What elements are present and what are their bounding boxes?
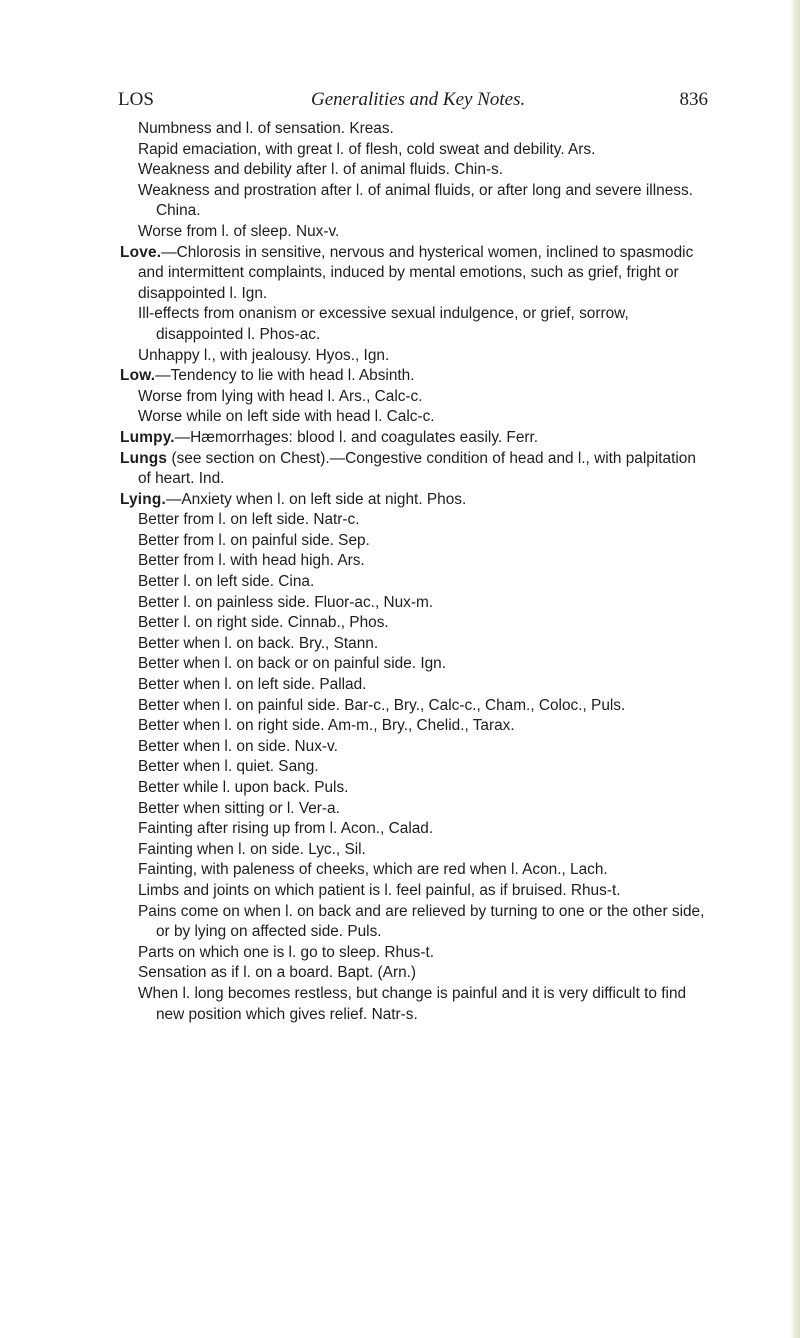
entry-text: Better while l. upon back. Puls. [138,779,349,796]
entry-text: Weakness and debility after l. of animal fluids. Chin-s. [138,161,503,179]
rubric-keyword: Low. [120,367,156,385]
entry-text: Fainting after rising up from l. Acon., Calad. [138,820,434,838]
entry-text: Better when l. on back. Bry., Stann. [138,634,379,652]
entry-text: Better when l. on right side. Am-m., Bry., Chelid., Tarax. [138,717,515,735]
entry-text: —Tendency to lie with head l. Absinth. [155,367,415,385]
subrubric-entry [138,943,710,964]
subrubric-entry [138,799,710,820]
subrubric-entry [138,613,710,634]
rubric-keyword: Lumpy. [120,428,175,446]
entry-text: Better when l. on side. Nux-v. [138,737,338,755]
rubric-keyword: Lying. [120,490,166,508]
page-edge [791,0,800,1338]
entry-text: Better l. on left side. Cina. [138,573,315,591]
entry-text: —Anxiety when l. on left side at night. Phos. [165,490,467,508]
rubric-entry [120,449,710,490]
subrubric-entry [138,119,710,140]
entry-text: Sensation as if l. on a board. Bapt. (Arn.) [138,964,417,982]
rubric-entry [120,490,710,511]
subrubric-entry [138,654,710,675]
subrubric-entry [138,551,710,572]
subrubric-entry [138,778,710,799]
entry-text: Better when l. quiet. Sang. [138,758,319,776]
entry-text: Worse from l. of sleep. Nux-v. [138,222,340,240]
subrubric-entry [138,984,710,1025]
subrubric-entry [138,572,710,593]
subrubric-entry [138,737,710,758]
page-number: 836 [679,89,708,110]
repertory-body [120,119,710,1025]
subrubric-entry [138,757,710,778]
subrubric-entry [138,160,710,181]
rubric-keyword: Lungs [120,449,168,467]
subrubric-entry [138,531,710,552]
entry-text: Rapid emaciation, with great l. of flesh, cold sweat and debility. Ars. [138,140,596,158]
entry-text: Numbness and l. of sensation. Kreas. [138,120,394,137]
entry-text: Fainting when l. on side. Lyc., Sil. [138,840,366,858]
subrubric-entry [138,510,710,531]
rubric-entry [120,366,710,387]
entry-text: Better when l. on painful side. Bar-c., Bry., Calc-c., Cham., Coloc., Puls. [138,696,626,714]
entry-text: Better from l. with head high. Ars. [138,552,365,570]
entry-text: (see section on Chest).—Congestive condition of head and l., with palpitation of heart. Ind. [138,449,696,488]
subrubric-entry [138,593,710,614]
subrubric-entry [138,222,710,243]
entry-text: Parts on which one is l. go to sleep. Rhus-t. [138,943,434,961]
subrubric-entry [138,346,710,367]
subrubric-entry [138,696,710,717]
subrubric-entry [138,634,710,655]
subrubric-entry [138,716,710,737]
entry-text: Better from l. on left side. Natr-c. [138,511,360,529]
entry-text: Better when l. on left side. Pallad. [138,676,367,694]
subrubric-entry [138,407,710,428]
entry-text: Worse from lying with head l. Ars., Calc-c. [138,387,423,405]
entry-text: Better when l. on back or on painful side. Ign. [138,655,447,673]
entry-text: Weakness and prostration after l. of animal fluids, or after long and severe illness. China. [138,181,693,220]
entry-text: Worse while on left side with head l. Calc-c. [138,408,435,426]
subrubric-entry [138,819,710,840]
entry-text: Fainting, with paleness of cheeks, which are red when l. Acon., Lach. [138,861,608,879]
subrubric-entry [138,860,710,881]
entry-text: —Hæmorrhages: blood l. and coagulates easily. Ferr. [174,428,539,446]
entry-text: Ill-effects from onanism or excessive sexual indulgence, or grief, sorrow, disappointed l. Phos-ac. [138,305,629,343]
entry-text: —Chlorosis in sensitive, nervous and hysterical women, inclined to spasmodic and intermittent complaints, induced by mental emotions, such as grief, fright or disappointed l. Ign. [138,243,694,302]
subrubric-entry [138,881,710,902]
entry-text: When l. long becomes restless, but change is painful and it is very difficult to find new position which gives relief. Natr-s. [138,984,687,1023]
entry-text: Better from l. on painful side. Sep. [138,531,370,549]
entry-text: Better l. on painless side. Fluor-ac., Nux-m. [138,593,434,611]
rubric-keyword: Love. [120,243,162,261]
subrubric-entry [138,304,710,345]
running-header [118,89,708,115]
rubric-entry [120,243,710,305]
subrubric-entry [138,963,710,984]
subrubric-entry [138,675,710,696]
entry-text: Limbs and joints on which patient is l. feel painful, as if bruised. Rhus-t. [138,881,621,899]
subrubric-entry [138,140,710,161]
entry-text: Pains come on when l. on back and are relieved by turning to one or the other side, or by lying on affected side. Puls. [138,902,705,941]
subrubric-entry [138,902,710,943]
rubric-entry [120,428,710,449]
subrubric-entry [138,387,710,408]
header-title: Generalities and Key Notes. [311,89,526,110]
subrubric-entry [138,181,710,222]
entry-text: Better l. on right side. Cinnab., Phos. [138,614,389,632]
header-section: LOS [118,89,154,110]
entry-text: Unhappy l., with jealousy. Hyos., Ign. [138,346,390,364]
subrubric-entry [138,840,710,861]
entry-text: Better when sitting or l. Ver-a. [138,799,340,817]
